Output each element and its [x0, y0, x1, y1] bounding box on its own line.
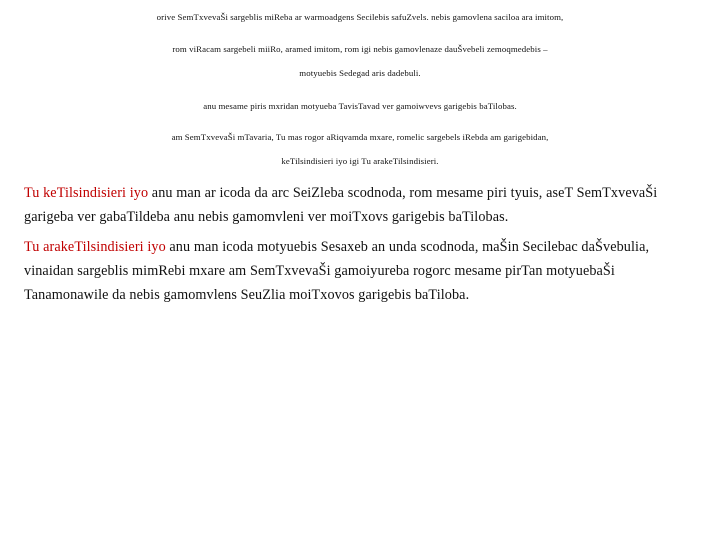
paragraph-4-line-1 [24, 184, 657, 202]
highlighted-term-good-faith: Tu keTilsindisieri iyo [24, 185, 149, 201]
paragraph-5-line-3: Tanamonawile da nebis gamomvlens SeuZlia moiTxovos garigebis baTiloba. [24, 287, 470, 303]
paragraph-5-line-2: vinaidan sargeblis mimRebi mxare am SemTxvevaŠi gamoiyureba rogorc mesame pirTan motyuebaŠi [24, 263, 615, 279]
paragraph-4-line-2: garigeba ver gabaTildeba anu nebis gamomvleni ver moiTxovs garigebis baTilobas. [24, 209, 509, 225]
paragraph-3-line-1: am SemTxvevaŠi mTavaria, Tu mas rogor aRiqvamda mxare, romelic sargebels iRebda am garigebidan, [171, 132, 549, 142]
highlighted-term-bad-faith: Tu arakeTilsindisieri iyo [24, 239, 166, 255]
paragraph-5-line-1-text: anu man icoda motyuebis Sesaxeb an unda scodnoda, maŠin Secilebac daŠvebulia, [165, 239, 650, 255]
paragraph-1-line-2: rom viRacam sargebeli miiRo, aramed imitom, rom igi nebis gamovlenaze dauŠvebeli zemoqmedebis – [172, 44, 548, 54]
paragraph-3-line-2: keTilsindisieri iyo igi Tu arakeTilsindisieri. [281, 156, 439, 166]
paragraph-5-line-1 [24, 238, 649, 256]
paragraph-1-line-3: motyuebis Sedegad aris dadebuli. [299, 68, 421, 78]
paragraph-1-line-1: orive SemTxvevaŠi sargeblis miReba ar warmoadgens Secilebis safuZvels. nebis gamovlena saciloa ara imitom, [156, 12, 564, 22]
paragraph-4-line-1-text: anu man ar icoda da arc SeiZleba scodnoda, rom mesame piri tyuis, aseT SemTxvevaŠi [148, 185, 658, 201]
paragraph-2-line-1: anu mesame piris mxridan motyueba TavisTavad ver gamoiwvevs garigebis baTilobas. [203, 101, 517, 111]
